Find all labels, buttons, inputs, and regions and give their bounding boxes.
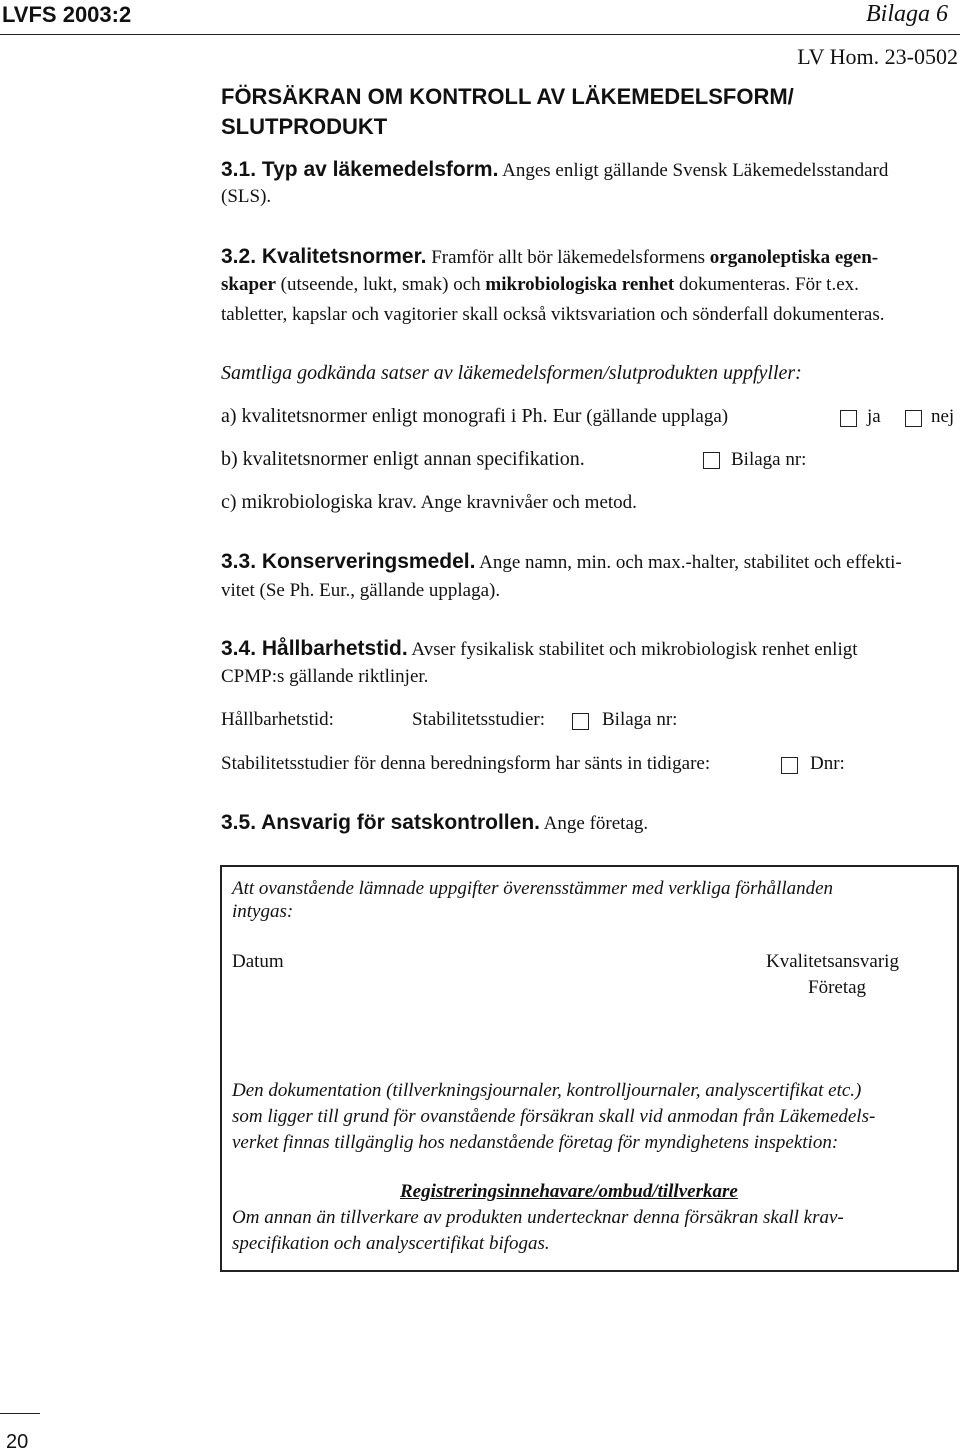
date-label: Datum: [232, 951, 284, 972]
stability-studies-checkbox[interactable]: [572, 713, 589, 730]
section-3-3-line-2: vitet (Se Ph. Eur., gällande upplaga).: [221, 580, 501, 601]
organoleptic-term-end: skaper: [221, 274, 276, 295]
requirements-intro: Samtliga godkända satser av läkemedelsformen/slutprodukten uppfyller:: [221, 362, 802, 384]
attestation-line-2: intygas:: [232, 901, 294, 922]
section-3-5-text: Ange företag.: [539, 813, 649, 834]
section-3-4-line-2: CPMP:s gällande riktlinjer.: [221, 666, 429, 687]
section-3-2-text: Framför allt bör läkemedelsformens: [426, 247, 710, 268]
form-reference: LV Hom. 23-0502: [797, 44, 958, 69]
quality-responsible-label: Kvalitetsansvarig: [766, 951, 899, 972]
section-3-1-line-1: [221, 158, 888, 182]
requirement-a-note: (gällande upplaga): [581, 406, 729, 427]
documentation-line-2: som ligger till grund för ovanstående försäkran skall vid anmodan från Läkemedels-: [232, 1106, 876, 1127]
documentation-line-3: verket finnas tillgänglig hos nedanstående företag för myndighetens inspektion:: [232, 1132, 839, 1153]
organoleptic-term: organoleptiska egen-: [709, 247, 879, 268]
requirement-a-yes-label: ja: [867, 406, 881, 427]
section-3-5-line: [221, 811, 648, 835]
documentation-line-1: Den dokumentation (tillverkningsjournaler, kontrolljournaler, analyscertifikat etc.): [232, 1080, 862, 1101]
section-3-1-text: Anges enligt gällande Svensk Läkemedelsstandard: [498, 160, 889, 181]
footer-rule: [0, 1413, 40, 1414]
section-3-2-text: dokumenteras. För t.ex.: [674, 274, 859, 295]
section-3-4-text: Avser fysikalisk stabilitet och mikrobiologisk renhet enligt: [407, 639, 858, 660]
page-title-line-2: SLUTPRODUKT: [221, 114, 388, 139]
requirement-c: [221, 491, 637, 514]
doc-code: LVFS 2003:2: [2, 2, 132, 27]
section-3-2-line-1: [221, 245, 878, 269]
section-3-4-heading: 3.4. Hållbarhetstid.: [221, 637, 408, 660]
previous-stability-label: Stabilitetsstudier för denna beredningsform har sänts in tidigare:: [221, 753, 711, 774]
requirement-b-text: b) kvalitetsnormer enligt annan specifikation.: [221, 448, 585, 470]
section-3-5-heading: 3.5. Ansvarig för satskontrollen.: [221, 811, 540, 834]
section-3-2-line-2: [221, 274, 859, 296]
section-3-2-line-3: tabletter, kapslar och vagitorier skall också viktsvariation och sönderfall dokumenteras.: [221, 304, 885, 325]
previous-stability-checkbox[interactable]: [781, 757, 798, 774]
other-signatory-line-2: specifikation och analyscertifikat bifogas.: [232, 1233, 550, 1254]
shelf-life-label: Hållbarhetstid:: [221, 709, 334, 730]
page-number: 20: [6, 1431, 29, 1453]
requirement-c-note: Ange kravnivåer och metod.: [416, 492, 637, 513]
section-3-4-line-1: [221, 637, 858, 661]
appendix-label: Bilaga 6: [866, 1, 948, 27]
company-label: Företag: [808, 977, 867, 998]
section-3-2-heading: 3.2. Kvalitetsnormer.: [221, 245, 427, 268]
section-3-3-heading: 3.3. Konserveringsmedel.: [221, 550, 476, 573]
header-rule: [0, 34, 960, 35]
section-3-1-heading: 3.1. Typ av läkemedelsform.: [221, 158, 499, 181]
dnr-label: Dnr:: [810, 753, 845, 774]
section-3-3-text: Ange namn, min. och max.-halter, stabilitet och effekti-: [475, 552, 902, 573]
registration-holder-heading: Registreringsinnehavare/ombud/tillverkare: [400, 1181, 738, 1202]
attestation-line-1: Att ovanstående lämnade uppgifter överensstämmer med verkliga förhållanden: [232, 878, 834, 899]
section-3-1-line-2: (SLS).: [221, 186, 272, 207]
requirement-a-yes-checkbox[interactable]: [840, 410, 857, 427]
requirement-a-no-checkbox[interactable]: [905, 410, 922, 427]
requirement-b-checkbox[interactable]: [703, 452, 720, 469]
requirement-a-text: a) kvalitetsnormer enligt monografi i Ph. Eur: [221, 405, 582, 427]
stability-attachment-label: Bilaga nr:: [602, 709, 678, 730]
requirement-a: [221, 405, 728, 428]
stability-studies-label: Stabilitetsstudier:: [412, 709, 545, 730]
section-3-3-line-1: [221, 550, 902, 574]
requirement-a-no-label: nej: [931, 406, 955, 427]
section-3-2-text: (utseende, lukt, smak) och: [275, 274, 486, 295]
microbiological-term: mikrobiologiska renhet: [485, 274, 675, 295]
other-signatory-line-1: Om annan än tillverkare av produkten undertecknar denna försäkran skall krav-: [232, 1207, 844, 1228]
requirement-c-text: c) mikrobiologiska krav.: [221, 491, 417, 513]
requirement-b-attachment-label: Bilaga nr:: [731, 449, 807, 470]
page-title-line-1: FÖRSÄKRAN OM KONTROLL AV LÄKEMEDELSFORM/: [221, 84, 794, 109]
